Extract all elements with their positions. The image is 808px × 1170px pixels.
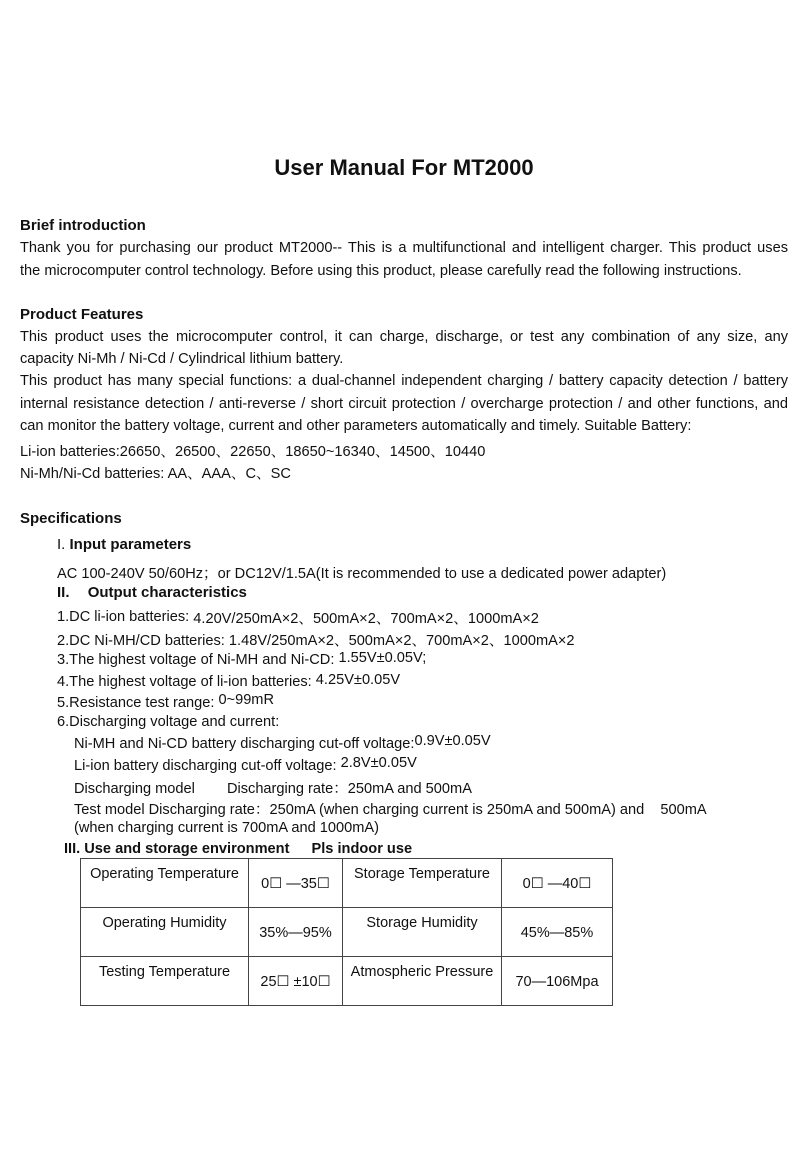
table-cell — [343, 859, 502, 908]
table-cell — [81, 957, 249, 1006]
storage-temperature-value: 0☐ —40☐ — [522, 876, 592, 892]
environment-note: Pls indoor use — [311, 841, 413, 857]
operating-temperature-value: 0☐ —35☐ — [261, 876, 330, 892]
output-item-6: 6.Discharging voltage and current: — [57, 714, 280, 730]
input-heading-text: Input parameters — [69, 536, 192, 553]
table-cell — [249, 957, 343, 1006]
output-item-3-value: 1.55V±0.05V; — [338, 650, 427, 666]
output-item-6-b — [74, 755, 417, 774]
brief-line-1: Thank you for purchasing our product MT2000-- This is a multifunctional and intelligent charger. This product uses — [20, 240, 788, 256]
storage-temperature-label: Storage Temperature — [354, 866, 490, 882]
output-item-6-d-text: Test model Discharging rate：250mA (when charging current is 250mA and 500mA) and — [74, 802, 645, 818]
features-line-5: can monitor the battery voltage, current and other parameters automatically and timely. Suitable Battery: — [20, 418, 692, 434]
environment-heading-text: III. Use and storage environment — [64, 841, 290, 857]
brief-line-2: the microcomputer control technology. Before using this product, please carefully read the following instructions. — [20, 263, 742, 279]
table-row — [81, 859, 613, 908]
atmospheric-pressure-label: Atmospheric Pressure — [350, 964, 494, 980]
input-parameters-text: AC 100-240V 50/60Hz；or DC12V/1.5A(It is recommended to use a dedicated power adapter) — [57, 566, 667, 582]
output-item-1 — [57, 605, 539, 626]
output-item-6-b-label: Li-ion battery discharging cut-off voltage: — [74, 758, 337, 774]
features-line-4: internal resistance detection / anti-reverse / short circuit protection / overcharge protection / and other functions, and — [20, 396, 788, 412]
output-item-4-label: 4.The highest voltage of li-ion batteries: — [57, 674, 312, 690]
testing-temperature-value: 25☐ ±10☐ — [260, 974, 331, 990]
output-item-6-a — [74, 733, 491, 752]
output-item-6-b-value: 2.8V±0.05V — [340, 755, 417, 771]
features-line-6: Li-ion batteries:26650、26500、22650、18650~16340、14500、10440 — [20, 444, 486, 460]
operating-humidity-value: 35%—95% — [259, 925, 332, 941]
atmospheric-pressure-value: 70—106Mpa — [515, 974, 599, 990]
output-heading-text: Output characteristics — [87, 584, 247, 601]
specifications-heading: Specifications — [20, 510, 122, 527]
operating-temperature-label: Operating Temperature — [90, 866, 239, 882]
brief-heading: Brief introduction — [20, 217, 146, 234]
table-cell — [343, 908, 502, 957]
testing-temperature-label: Testing Temperature — [98, 964, 231, 980]
output-item-6-d-tail: 500mA — [660, 802, 707, 818]
table-row — [81, 908, 613, 957]
output-item-6-c-value: Discharging rate：250mA and 500mA — [226, 781, 472, 797]
output-item-1-label: 1.DC li-ion batteries: — [57, 609, 190, 625]
operating-humidity-label: Operating Humidity — [102, 915, 227, 931]
features-line-3: This product has many special functions: a dual-channel independent charging / battery capacity detection / battery — [20, 373, 788, 389]
table-cell — [249, 908, 343, 957]
output-item-5-label: 5.Resistance test range: — [57, 695, 215, 711]
output-item-4-value: 4.25V±0.05V — [315, 672, 401, 688]
features-line-7: Ni-Mh/Ni-Cd batteries: AA、AAA、C、SC — [20, 466, 291, 482]
table-cell — [81, 908, 249, 957]
table-cell — [502, 908, 613, 957]
table-cell — [81, 859, 249, 908]
output-item-3 — [57, 652, 426, 668]
output-item-6-d — [74, 798, 707, 819]
storage-humidity-label: Storage Humidity — [366, 915, 478, 931]
storage-humidity-value: 45%—85% — [520, 925, 594, 941]
output-item-6-c — [74, 777, 472, 798]
output-item-6-a-label: Ni-MH and Ni-CD battery discharging cut-off voltage: — [74, 736, 415, 752]
table-cell — [249, 859, 343, 908]
output-item-6-c-label: Discharging model — [74, 781, 195, 797]
output-characteristics-heading — [57, 584, 247, 601]
features-line-2: capacity Ni-Mh / Ni-Cd / Cylindrical lithium battery. — [20, 351, 344, 367]
document-title: User Manual For MT2000 — [274, 155, 534, 180]
output-item-2: 2.DC Ni-MH/CD batteries: 1.48V/250mA×2、500mA×2、700mA×2、1000mA×2 — [57, 633, 575, 649]
input-numeral: I. — [57, 536, 66, 553]
features-heading: Product Features — [20, 306, 144, 323]
features-line-1: This product uses the microcomputer control, it can charge, discharge, or test any combination of any size, any — [20, 329, 788, 345]
input-parameters-heading — [57, 536, 191, 553]
environment-table — [80, 858, 613, 1006]
table-row — [81, 957, 613, 1006]
table-cell — [502, 957, 613, 1006]
table-cell — [502, 859, 613, 908]
output-item-4 — [57, 674, 400, 690]
output-item-1-value: 4.20V/250mA×2、500mA×2、700mA×2、1000mA×2 — [193, 611, 539, 627]
output-item-3-label: 3.The highest voltage of Ni-MH and Ni-CD: — [57, 652, 335, 668]
output-item-6-a-value: 0.9V±0.05V — [414, 733, 491, 749]
output-item-6-e: (when charging current is 700mA and 1000mA) — [74, 820, 380, 836]
output-item-5-value: 0~99mR — [218, 692, 275, 708]
table-cell — [343, 957, 502, 1006]
output-item-5 — [57, 692, 275, 711]
environment-heading — [64, 841, 412, 857]
output-numeral: II. — [57, 584, 70, 601]
